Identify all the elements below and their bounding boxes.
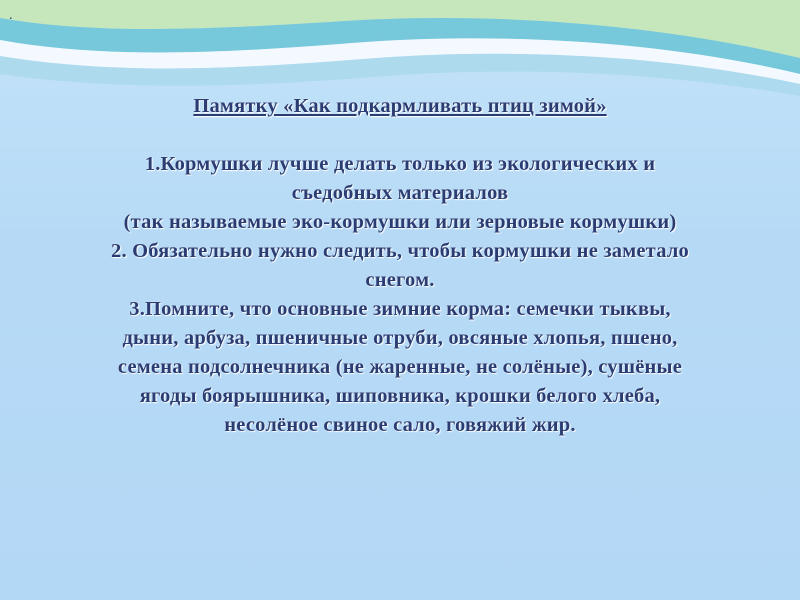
memo-line-6: 3.Помните, что основные зимние корма: семечки тыквы, [129, 298, 671, 320]
memo-line-3: (так называемые эко-кормушки или зерновые кормушки) [123, 211, 677, 233]
memo-line-7: дыни, арбуза, пшеничные отруби, овсяные хлопья, пшено, [122, 327, 678, 349]
memo-line-5: снегом. [365, 269, 435, 291]
memo-line-8: семена подсолнечника (не жаренные, не солёные), сушёные [117, 356, 683, 378]
memo-line-10: несолёное свиное сало, говяжий жир. [224, 414, 576, 436]
memo-line-2: съедобных материалов [291, 182, 509, 204]
memo-title: Памятку «Как подкармливать птиц зимой» [193, 95, 607, 117]
memo-text-block [0, 92, 800, 440]
memo-line-1: 1.Кормушки лучше делать только из экологических и [144, 153, 656, 175]
memo-line-4: 2. Обязательно нужно следить, чтобы кормушки не заметало [111, 240, 689, 262]
memo-line-9: ягоды боярышника, шиповника, крошки белого хлеба, [139, 385, 661, 407]
corner-mark: . [9, 8, 13, 23]
